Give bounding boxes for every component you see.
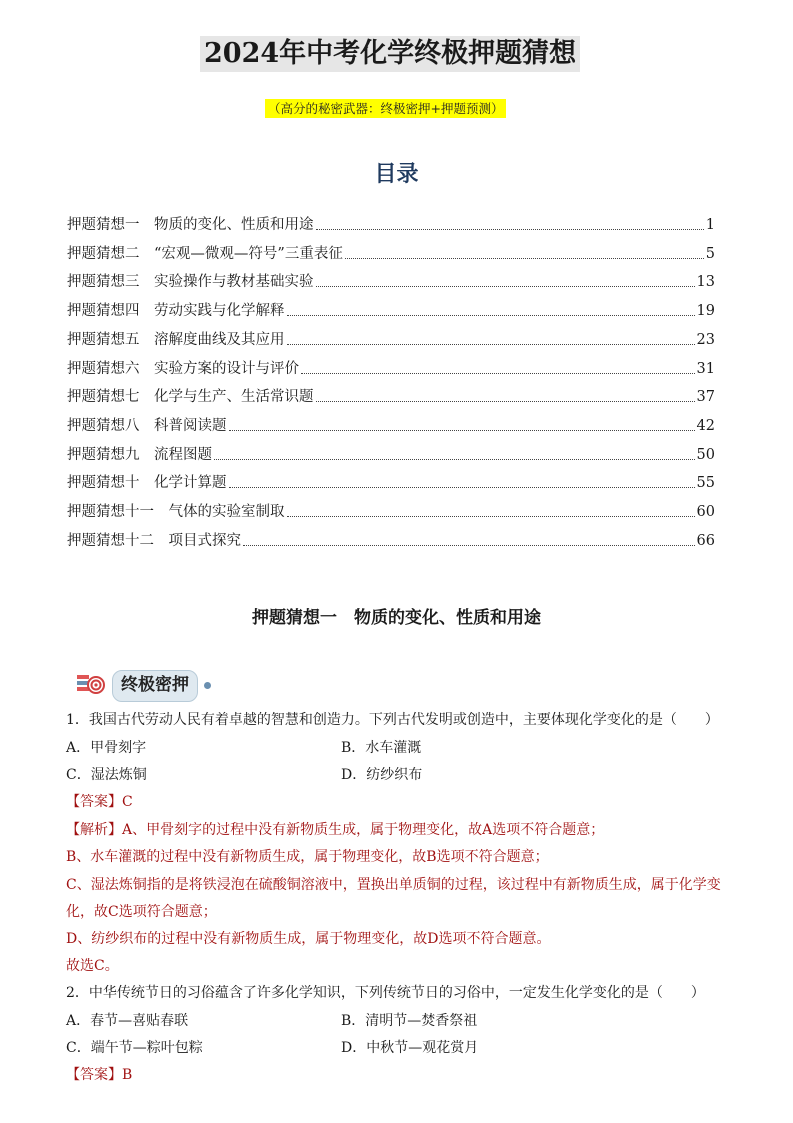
- question-1-option-d: D．纺纱织布: [341, 767, 423, 783]
- question-1-option-a: A．甲骨刻字: [66, 740, 147, 756]
- toc-leader-dots: [287, 315, 695, 316]
- toc-entry-label: 押题猜想十 化学计算题: [67, 475, 227, 491]
- toc-entry-page: 31: [696, 361, 715, 377]
- toc-entry-label: 押题猜想十二 项目式探究: [67, 533, 241, 549]
- question-2-stem: 2．中华传统节日的习俗蕴含了许多化学知识，下列传统节日的习俗中，一定发生化学变化的是（ ）: [66, 985, 705, 1001]
- question-2-option-a: A．春节—喜贴春联: [66, 1013, 189, 1029]
- question-2-answer: 【答案】B: [66, 1067, 133, 1083]
- document-title: 2024年中考化学终极押题猜想: [200, 36, 580, 72]
- question-1-option-b: B．水车灌溉: [341, 740, 422, 756]
- toc-leader-dots: [287, 344, 695, 345]
- toc-entry[interactable]: [67, 472, 715, 494]
- toc-leader-dots: [345, 258, 704, 259]
- toc-entry-label: 押题猜想八 科普阅读题: [67, 418, 227, 434]
- toc-leader-dots: [243, 545, 695, 546]
- target-icon: [76, 672, 106, 698]
- toc-leader-dots: [229, 487, 695, 488]
- toc-entry-page: 60: [696, 504, 715, 520]
- question-2-option-d: D．中秋节—观花赏月: [341, 1040, 479, 1056]
- toc-entry-label: 押题猜想五 溶解度曲线及其应用: [67, 332, 285, 348]
- toc-entry-page: 13: [696, 274, 715, 290]
- toc-entry[interactable]: [67, 300, 715, 322]
- toc-entry-page: 55: [696, 475, 715, 491]
- toc-leader-dots: [214, 459, 695, 460]
- section-badge: [76, 670, 211, 700]
- toc-entry[interactable]: [67, 530, 715, 552]
- toc-entry[interactable]: [67, 243, 715, 265]
- toc-leader-dots: [229, 430, 695, 431]
- question-1-answer: 【答案】C: [66, 794, 133, 810]
- toc-entry[interactable]: [67, 415, 715, 437]
- toc-entry[interactable]: [67, 386, 715, 408]
- toc-entry-label: 押题猜想六 实验方案的设计与评价: [67, 361, 299, 377]
- toc-leader-dots: [287, 516, 695, 517]
- question-2-option-c: C．端午节—粽叶包粽: [66, 1040, 203, 1056]
- question-1-analysis-line: B、水车灌溉的过程中没有新物质生成，属于物理变化，故B选项不符合题意；: [66, 849, 549, 865]
- toc-entry-page: 50: [696, 447, 715, 463]
- toc-entry-label: 押题猜想四 劳动实践与化学解释: [67, 303, 285, 319]
- toc-entry-page: 19: [696, 303, 715, 319]
- toc-entry[interactable]: [67, 358, 715, 380]
- toc-entry-page: 66: [696, 533, 715, 549]
- section-heading: 押题猜想一 物质的变化、性质和用途: [252, 608, 541, 628]
- question-1-conclusion: 故选C。: [66, 958, 119, 974]
- question-1-analysis-line: 【解析】A、甲骨刻字的过程中没有新物质生成，属于物理变化，故A选项不符合题意；: [66, 822, 605, 838]
- toc-entry-label: 押题猜想九 流程图题: [67, 447, 212, 463]
- question-1-analysis-line: D、纺纱织布的过程中没有新物质生成，属于物理变化，故D选项不符合题意。: [66, 931, 551, 947]
- toc-entry-page: 1: [705, 217, 715, 233]
- toc-entry-page: 37: [696, 389, 715, 405]
- toc-entry-label: 押题猜想三 实验操作与教材基础实验: [67, 274, 314, 290]
- toc-entry-page: 5: [705, 246, 715, 262]
- toc-entry[interactable]: [67, 271, 715, 293]
- toc-entry[interactable]: [67, 214, 715, 236]
- toc-leader-dots: [301, 373, 695, 374]
- toc-entry-label: 押题猜想七 化学与生产、生活常识题: [67, 389, 314, 405]
- toc-entry-label: 押题猜想一 物质的变化、性质和用途: [67, 217, 314, 233]
- toc-entry-page: 23: [696, 332, 715, 348]
- toc-leader-dots: [316, 401, 695, 402]
- badge-label: 终极密押: [112, 670, 198, 702]
- toc-entry[interactable]: [67, 329, 715, 351]
- toc-heading: 目录: [374, 161, 419, 187]
- question-1-analysis-line: C、湿法炼铜指的是将铁浸泡在硫酸铜溶液中，置换出单质铜的过程，该过程中有新物质生成，属于化学变: [66, 877, 721, 893]
- toc-leader-dots: [316, 229, 704, 230]
- toc-entry[interactable]: [67, 501, 715, 523]
- question-1-analysis-line: 化，故C选项符合题意；: [66, 904, 217, 920]
- badge-dot: [204, 682, 211, 689]
- question-2-option-b: B．清明节—焚香祭祖: [341, 1013, 478, 1029]
- toc-entry-label: 押题猜想二 “宏观—微观—符号”三重表征: [67, 246, 343, 262]
- question-1-stem: 1．我国古代劳动人民有着卓越的智慧和创造力。下列古代发明或创造中，主要体现化学变化的是（ ）: [66, 712, 719, 728]
- question-1-option-c: C．湿法炼铜: [66, 767, 147, 783]
- toc-entry-page: 42: [696, 418, 715, 434]
- toc-entry[interactable]: [67, 444, 715, 466]
- document-subtitle: （高分的秘密武器：终极密押+押题预测）: [265, 99, 506, 118]
- toc-entry-label: 押题猜想十一 气体的实验室制取: [67, 504, 285, 520]
- toc-leader-dots: [316, 286, 695, 287]
